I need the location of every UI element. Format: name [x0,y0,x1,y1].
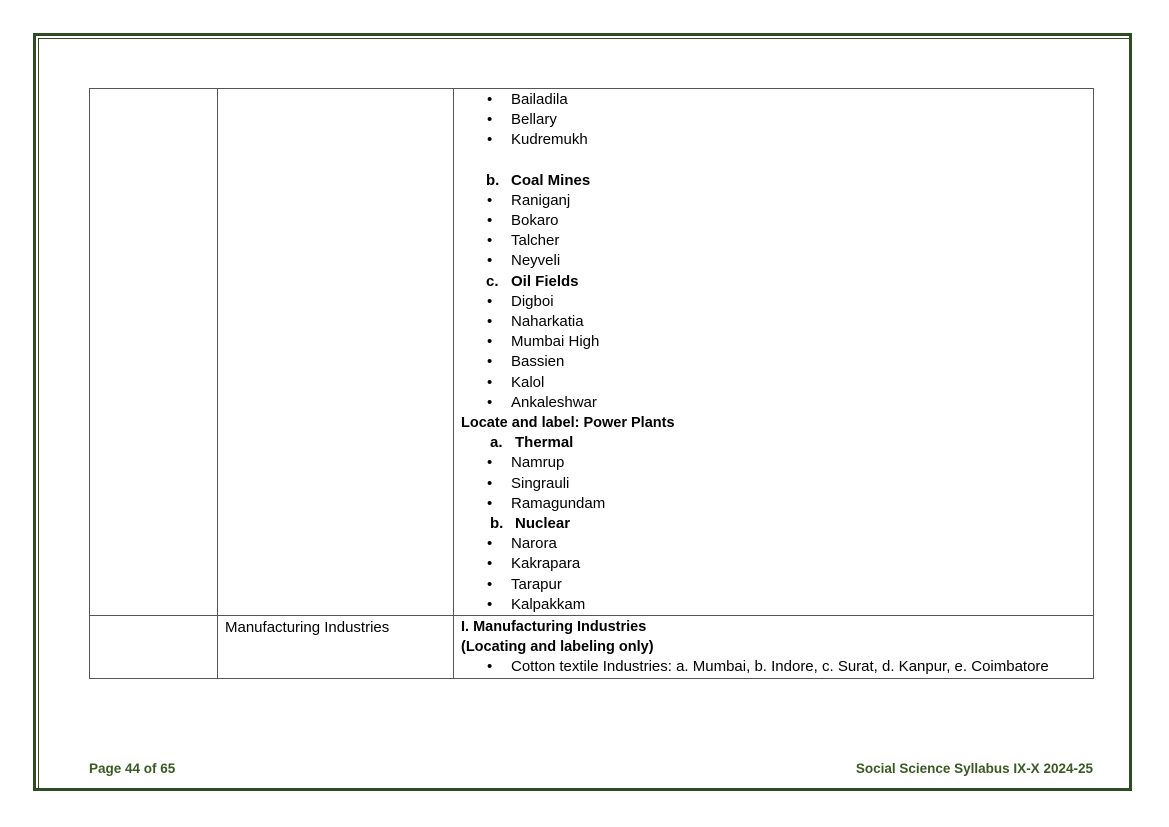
oil-fields-list [461,292,1086,413]
list-item: • Bailadila [461,90,1086,110]
list-item: • Neyveli [461,251,1086,271]
unit-cell [90,89,218,616]
list-item: • Kudremukh [461,130,1086,150]
topic-cell [218,616,454,679]
syllabus-table [89,88,1094,679]
list-item: • Kalol [461,373,1086,393]
page-number: Page 44 of 65 [89,761,176,776]
table-row [90,89,1094,616]
topic-cell [218,89,454,616]
thermal-heading: a. Thermal [490,434,574,452]
document-title: Social Science Syllabus IX-X 2024-25 [855,761,1093,776]
content-cell [454,89,1094,616]
unit-cell [90,616,218,679]
list-item: • Kalpakkam [461,595,1086,615]
nuclear-heading: b. Nuclear [490,515,571,533]
manufacturing-note: (Locating and labeling only) [461,639,654,656]
list-item: • Raniganj [461,191,1086,211]
coal-mines-heading: b. Coal Mines [486,171,591,189]
manufacturing-heading: I. Manufacturing Industries [461,619,647,636]
list-item: • Mumbai High [461,332,1086,352]
list-item: • Singrauli [461,474,1086,494]
manufacturing-topic: Manufacturing Industries [225,619,390,637]
power-plants-heading: Locate and label: Power Plants [461,415,675,432]
list-item: • Bokaro [461,211,1086,231]
list-item: • Ramagundam [461,494,1086,514]
iron-ore-list [461,90,1086,151]
manufacturing-list [461,657,1086,677]
content-cell [454,616,1094,679]
list-item: • Naharkatia [461,312,1086,332]
coal-mines-list [461,191,1086,272]
list-item: • Cotton textile Industries: a. Mumbai, b. Indore, c. Surat, d. Kanpur, e. Coimbatore [461,657,1086,677]
list-item: • Talcher [461,231,1086,251]
list-item: • Kakrapara [461,554,1086,574]
table-row [90,616,1094,679]
nuclear-list [461,534,1086,615]
list-item: • Ankaleshwar [461,393,1086,413]
list-item: • Tarapur [461,575,1086,595]
oil-fields-heading: c. Oil Fields [486,272,579,290]
list-item: • Namrup [461,453,1086,473]
list-item: • Bellary [461,110,1086,130]
list-item: • Digboi [461,292,1086,312]
list-item: • Bassien [461,352,1086,372]
list-item: • Narora [461,534,1086,554]
thermal-list [461,453,1086,514]
